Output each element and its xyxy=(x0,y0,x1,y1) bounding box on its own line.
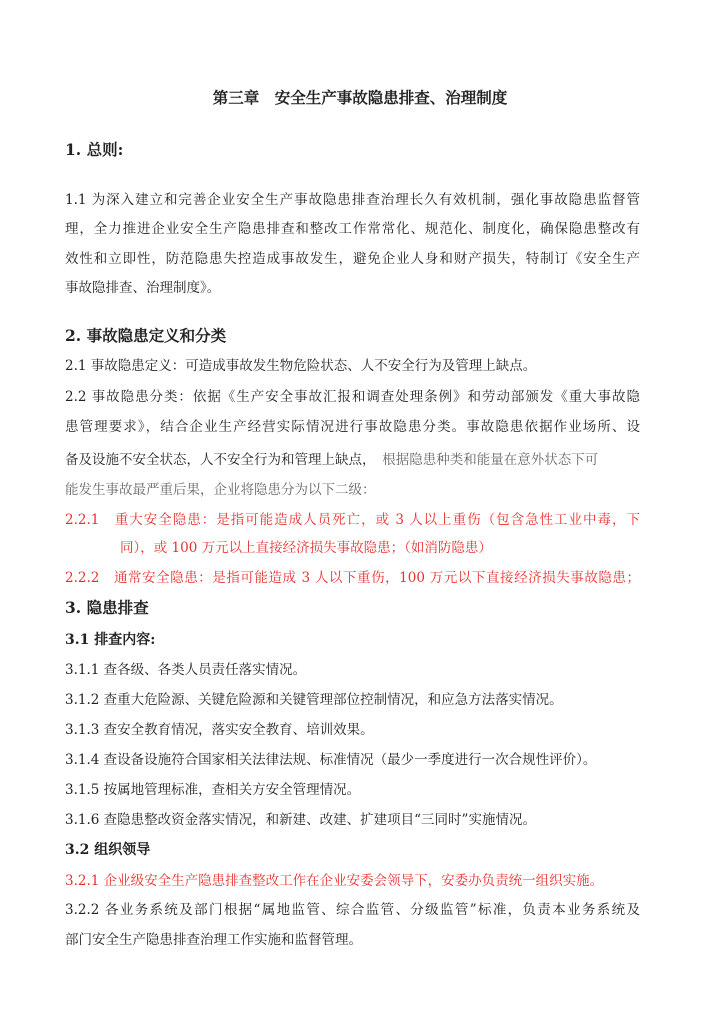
paragraph-2-2-line xyxy=(65,451,640,469)
section-1-heading: 1. 总则: xyxy=(65,140,124,159)
text-segment: 备及设施不安全状态，人不安全行为和管理上缺点， xyxy=(65,452,369,468)
section-2-heading: 2. 事故隐患定义和分类 xyxy=(65,326,227,345)
subsection-3-1-heading: 3.1 排查内容: xyxy=(65,632,156,648)
list-item: 3.1.5 按属地管理标准，查相关方安全管理情况。 xyxy=(65,782,361,798)
paragraph-3-2-2-line: 部门安全生产隐患排查治理工作实施和监督管理。 xyxy=(65,932,362,948)
subsection-3-2-heading: 3.2 组织领导 xyxy=(65,842,151,858)
paragraph-2-1: 2.1 事故隐患定义：可造成事故发生物危险状态、人不安全行为及管理上缺点。 xyxy=(65,358,537,374)
paragraph-2-2-line: 患管理要求》，结合企业生产经营实际情况进行事故隐患分类。事故隐患依据作业场所、设 xyxy=(65,419,640,435)
paragraph-3-2-1: 3.2.1 企业级安全生产隐患排查整改工作在企业安委会领导下，安委办负责统一组织实施。 xyxy=(65,873,604,889)
section-3-heading: 3. 隐患排查 xyxy=(65,598,149,617)
paragraph-3-2-2-line: 3.2.2 各业务系统及部门根据“属地监管、综合监管、分级监管”标准，负责本业务系统及 xyxy=(65,902,640,918)
list-item: 3.1.6 查隐患整改资金落实情况，和新建、改建、扩建项目“三同时”实施情况。 xyxy=(65,812,536,828)
paragraph-1-1-line: 事故隐排查、治理制度》。 xyxy=(65,280,221,296)
list-item: 3.1.1 查各级、各类人员责任落实情况。 xyxy=(65,662,307,678)
text-segment-gray: 根据隐患种类和能量在意外状态下可 xyxy=(382,452,599,468)
list-item: 3.1.4 查设备设施符合国家相关法律法规、标准情况（最少一季度进行一次合规性评价）。 xyxy=(65,752,597,768)
paragraph-2-2-line: 能发生事故最严重后果，企业将隐患分为以下二级： xyxy=(65,482,376,498)
paragraph-1-1-line: 效性和立即性，防范隐患失控造成事故发生，避免企业人身和财产损失，特制订《安全生产 xyxy=(65,251,640,267)
paragraph-1-1-line: 1.1 为深入建立和完善企业安全生产事故隐患排查治理长久有效机制，强化事故隐患监督管 xyxy=(65,192,640,208)
list-item: 3.1.2 查重大危险源、关键危险源和关键管理部位控制情况，和应急方法落实情况。 xyxy=(65,692,563,708)
paragraph-2-2-2: 2.2.2 通常安全隐患：是指可能造成 3 人以下重伤，100 万元以下直接经济损失事故隐患； xyxy=(65,570,640,586)
paragraph-2-2-1-line: 同），或 100 万元以上直接经济损失事故隐患；（如消防隐患） xyxy=(120,540,492,556)
paragraph-2-2-line: 2.2 事故隐患分类：依据《生产安全事故汇报和调查处理条例》和劳动部颁发《重大事故隐 xyxy=(65,389,640,405)
list-item: 3.1.3 查安全教育情况，落实安全教育、培训效果。 xyxy=(65,722,374,738)
paragraph-2-2-1-line: 2.2.1 重大安全隐患：是指可能造成人员死亡，或 3 人以上重伤（包含急性工业中毒，下 xyxy=(65,512,640,528)
paragraph-1-1-line: 理，全力推进企业安全生产隐患排查和整改工作常常化、规范化、制度化，确保隐患整改有 xyxy=(65,221,640,237)
page-title: 第三章 安全生产事故隐患排查、治理制度 xyxy=(212,88,508,107)
